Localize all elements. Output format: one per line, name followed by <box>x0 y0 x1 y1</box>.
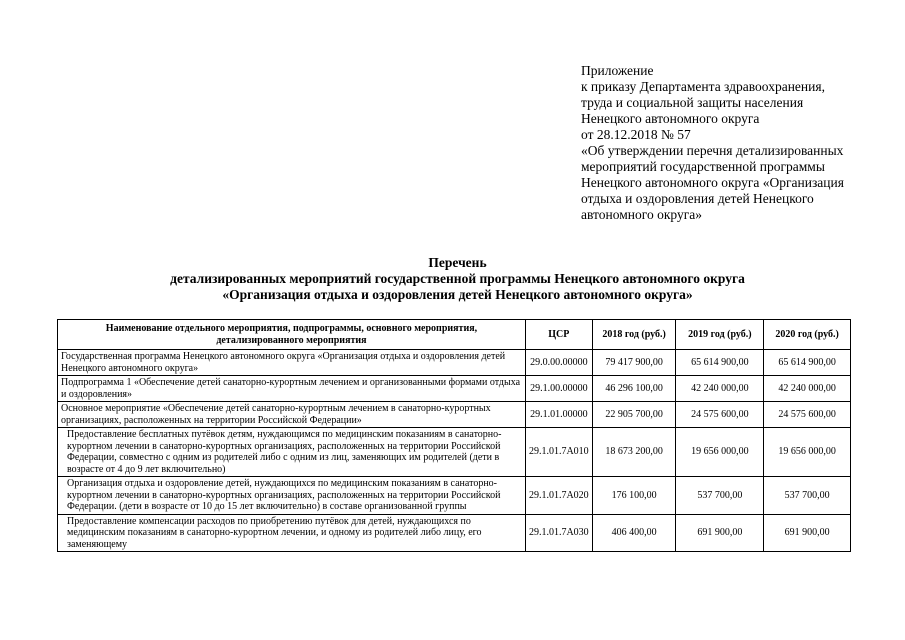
table-row <box>58 428 851 477</box>
heading-program-name: «Организация отдыха и оздоровления детей Ненецкого автономного округа» <box>222 287 693 302</box>
row-2018: 18 673 200,00 <box>592 428 676 477</box>
table-row <box>58 514 851 552</box>
row-csr: 29.1.01.00000 <box>525 402 592 428</box>
row-2018: 406 400,00 <box>592 514 676 552</box>
row-2018: 46 296 100,00 <box>592 376 676 402</box>
row-2019: 65 614 900,00 <box>676 350 764 376</box>
appendix-line: Приложение <box>581 63 654 78</box>
row-name: Организация отдыха и оздоровление детей, нуждающихся по медицинским показаниям в санаторно-курортном лечении в санаторно-курортных организациях, расположенных на территории Российской Федерации. (дети в возрасте от 10 до 15 лет включительно) в составе организованной группы <box>58 477 526 515</box>
row-2020: 19 656 000,00 <box>764 428 851 477</box>
appendix-line: к приказу Департамента здравоохранения, <box>581 79 825 94</box>
column-header-name: Наименование отдельного мероприятия, подпрограммы, основного мероприятия, детализированного мероприятия <box>58 320 526 350</box>
column-header-2019: 2019 год (руб.) <box>676 320 764 350</box>
row-2020: 42 240 000,00 <box>764 376 851 402</box>
appendix-line: труда и социальной защиты населения <box>581 95 804 110</box>
column-header-2018: 2018 год (руб.) <box>592 320 676 350</box>
row-2019: 24 575 600,00 <box>676 402 764 428</box>
column-header-2020: 2020 год (руб.) <box>764 320 851 350</box>
column-header-csr: ЦСР <box>525 320 592 350</box>
row-2020: 691 900,00 <box>764 514 851 552</box>
row-2020: 537 700,00 <box>764 477 851 515</box>
row-csr: 29.0.00.00000 <box>525 350 592 376</box>
row-name: Государственная программа Ненецкого автономного округа «Организация отдыха и оздоровления детей Ненецкого автономного округа» <box>58 350 526 376</box>
row-2019: 42 240 000,00 <box>676 376 764 402</box>
heading-subtitle: детализированных мероприятий государственной программы Ненецкого автономного округа <box>170 271 745 286</box>
table-row <box>58 402 851 428</box>
row-2018: 22 905 700,00 <box>592 402 676 428</box>
row-2018: 79 417 900,00 <box>592 350 676 376</box>
row-2018: 176 100,00 <box>592 477 676 515</box>
row-name: Подпрограмма 1 «Обеспечение детей санаторно-курортным лечением и организованными формами отдыха и оздоровления» <box>58 376 526 402</box>
row-2020: 65 614 900,00 <box>764 350 851 376</box>
row-2019: 19 656 000,00 <box>676 428 764 477</box>
table-row <box>58 376 851 402</box>
row-csr: 29.1.01.7A020 <box>525 477 592 515</box>
measures-table <box>57 319 851 552</box>
row-name: Предоставление бесплатных путёвок детям, нуждающимся по медицинским показаниям в санаторно-курортном лечении в санаторно-курортных организациях, расположенных на территории Российской Федерации, совместно с одним из родителей либо с одним из лиц, заменяющих им родителей (дети в возрасте от 4 до 9 лет включительно) <box>58 428 526 477</box>
row-csr: 29.1.01.7A010 <box>525 428 592 477</box>
row-name: Основное мероприятие «Обеспечение детей санаторно-курортным лечением в санаторно-курортных организациях, расположенных на территории Российской Федерации» <box>58 402 526 428</box>
table-row <box>58 350 851 376</box>
row-2019: 537 700,00 <box>676 477 764 515</box>
row-name: Предоставление компенсации расходов по приобретению путёвок для детей, нуждающихся по медицинским показаниям в санаторно-курортном лечении, и одному из родителей либо лицу, его заменяющему <box>58 514 526 552</box>
row-2020: 24 575 600,00 <box>764 402 851 428</box>
row-2019: 691 900,00 <box>676 514 764 552</box>
appendix-subject: «Об утверждении перечня детализированных мероприятий государственной программы Ненецкого автономного округа «Организация отдыха и оздоровления детей Ненецкого автономного округа» <box>581 143 844 222</box>
heading-title: Перечень <box>428 255 487 270</box>
document-heading <box>60 255 855 303</box>
appendix-line: от 28.12.2018 № 57 <box>581 127 691 142</box>
row-csr: 29.1.01.7A030 <box>525 514 592 552</box>
table-row <box>58 477 851 515</box>
appendix-block <box>581 63 853 223</box>
appendix-line: Ненецкого автономного округа <box>581 111 760 126</box>
row-csr: 29.1.00.00000 <box>525 376 592 402</box>
table-header-row <box>58 320 851 350</box>
